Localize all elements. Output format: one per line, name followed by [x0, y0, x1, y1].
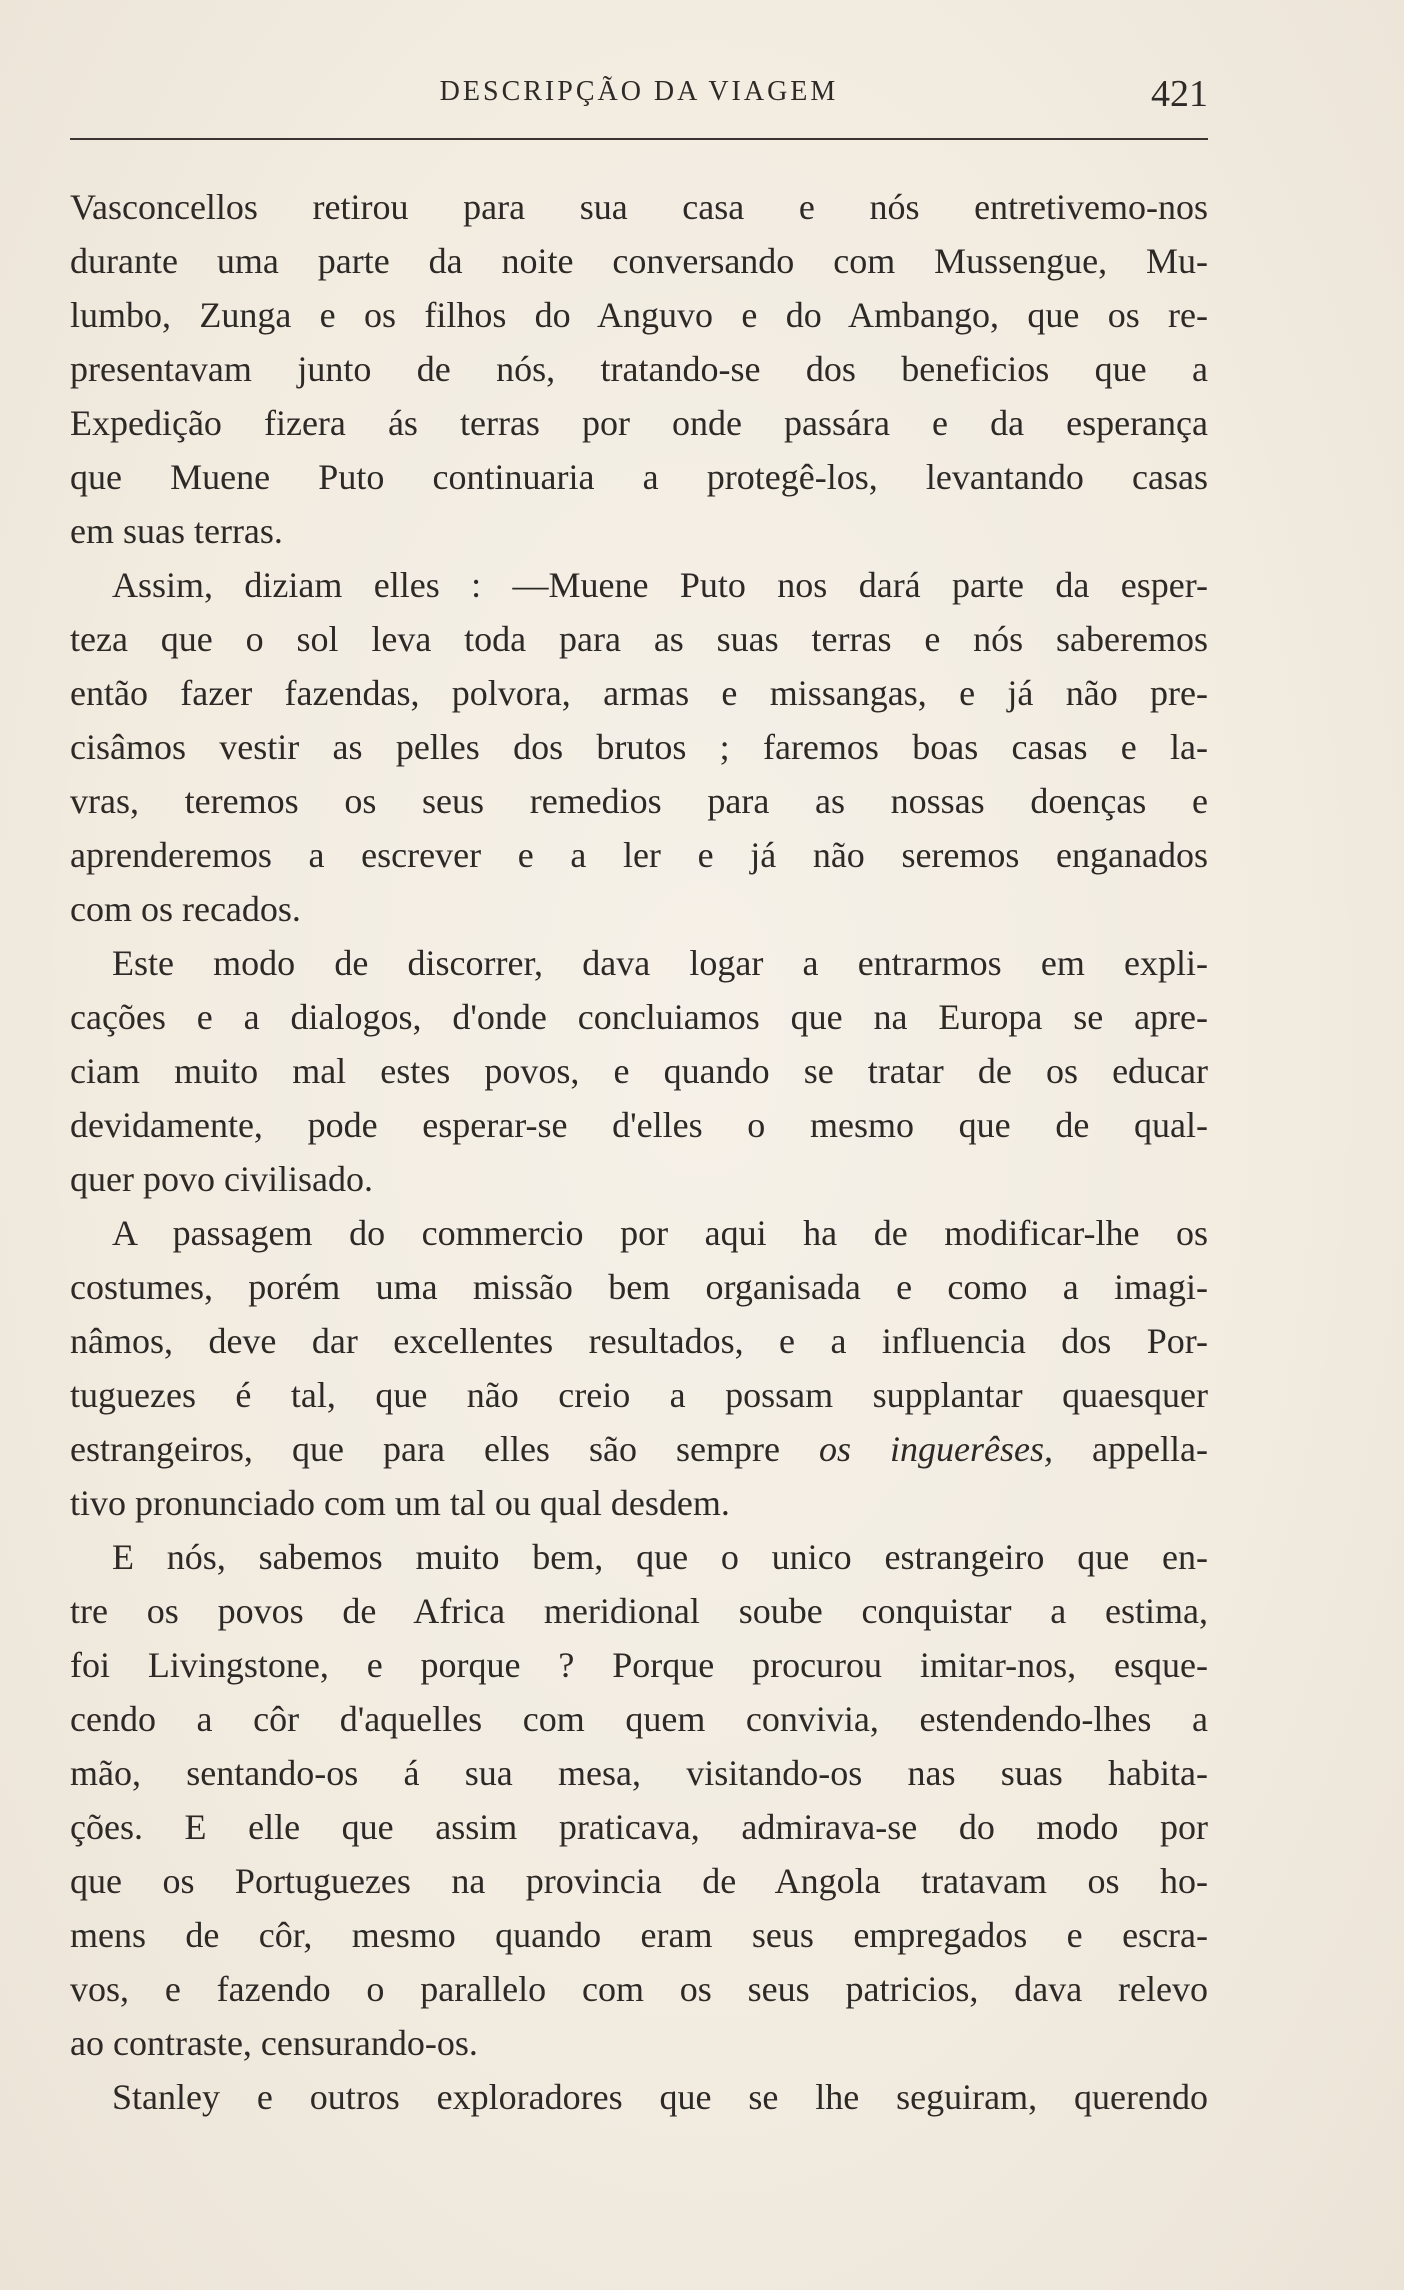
text-segment: appella- — [1053, 1429, 1208, 1469]
text-line: cisâmos vestir as pelles dos brutos ; faremos boas casas e la- — [70, 727, 1208, 767]
page-header — [70, 72, 1208, 122]
text-line: com os recados. — [70, 889, 301, 929]
text-line: que os Portuguezes na provincia de Angola tratavam os ho- — [70, 1861, 1208, 1901]
text-line: aprenderemos a escrever e a ler e já não seremos enganados — [70, 835, 1208, 875]
text-line: Stanley e outros exploradores que se lhe seguiram, querendo — [112, 2077, 1208, 2117]
text-line: durante uma parte da noite conversando com Mussengue, Mu- — [70, 241, 1208, 281]
text-line: teza que o sol leva toda para as suas terras e nós saberemos — [70, 619, 1208, 659]
text-line: Este modo de discorrer, dava logar a entrarmos em expli- — [112, 943, 1208, 983]
text-line: tuguezes é tal, que não creio a possam supplantar quaesquer — [70, 1375, 1208, 1415]
running-head: DESCRIPÇÃO DA VIAGEM — [439, 76, 839, 107]
text-line: lumbo, Zunga e os filhos do Anguvo e do Ambango, que os re- — [70, 295, 1208, 335]
header-rule — [70, 138, 1208, 140]
text-line: que Muene Puto continuaria a protegê-los, levantando casas — [70, 457, 1208, 497]
text-line: A passagem do commercio por aqui ha de modificar-lhe os — [112, 1213, 1208, 1253]
text-line: tre os povos de Africa meridional soube conquistar a estima, — [70, 1591, 1208, 1631]
italic-term: os inguerêses, — [819, 1429, 1054, 1469]
text-line: mão, sentando-os á sua mesa, visitando-os nas suas habita- — [70, 1753, 1208, 1793]
text-line: nâmos, deve dar excellentes resultados, e a influencia dos Por- — [70, 1321, 1208, 1361]
text-line: foi Livingstone, e porque ? Porque procurou imitar-nos, esque- — [70, 1645, 1208, 1685]
text-line: costumes, porém uma missão bem organisada e como a imagi- — [70, 1267, 1208, 1307]
text-line: em suas terras. — [70, 511, 283, 551]
page-number: 421 — [1151, 73, 1208, 115]
text-line: então fazer fazendas, polvora, armas e missangas, e já não pre- — [70, 673, 1208, 713]
text-line: Vasconcellos retirou para sua casa e nós entretivemo-nos — [70, 187, 1208, 227]
text-line: presentavam junto de nós, tratando-se dos beneficios que a — [70, 349, 1208, 389]
text-line: cações e a dialogos, d'onde concluiamos que na Europa se apre- — [70, 997, 1208, 1037]
text-line: E nós, sabemos muito bem, que o unico estrangeiro que en- — [112, 1537, 1208, 1577]
text-segment: estrangeiros, que para elles são sempre — [70, 1429, 819, 1469]
text-line: mens de côr, mesmo quando eram seus empregados e escra- — [70, 1915, 1208, 1955]
body-text — [70, 180, 1208, 2124]
text-line: ciam muito mal estes povos, e quando se tratar de os educar — [70, 1051, 1208, 1091]
text-line: ções. E elle que assim praticava, admirava-se do modo por — [70, 1807, 1208, 1847]
text-line: vos, e fazendo o parallelo com os seus patricios, dava relevo — [70, 1969, 1208, 2009]
text-line: devidamente, pode esperar-se d'elles o mesmo que de qual- — [70, 1105, 1208, 1145]
text-line: Expedição fizera ás terras por onde passára e da esperança — [70, 403, 1208, 443]
text-line: quer povo civilisado. — [70, 1159, 373, 1199]
text-line: vras, teremos os seus remedios para as nossas doenças e — [70, 781, 1208, 821]
text-line: ao contraste, censurando-os. — [70, 2023, 478, 2063]
text-line: tivo pronunciado com um tal ou qual desdem. — [70, 1483, 730, 1523]
text-line: Assim, diziam elles : —Muene Puto nos dará parte da esper- — [112, 565, 1208, 605]
text-line-with-italic — [70, 1422, 1208, 1476]
text-line: cendo a côr d'aquelles com quem convivia, estendendo-lhes a — [70, 1699, 1208, 1739]
